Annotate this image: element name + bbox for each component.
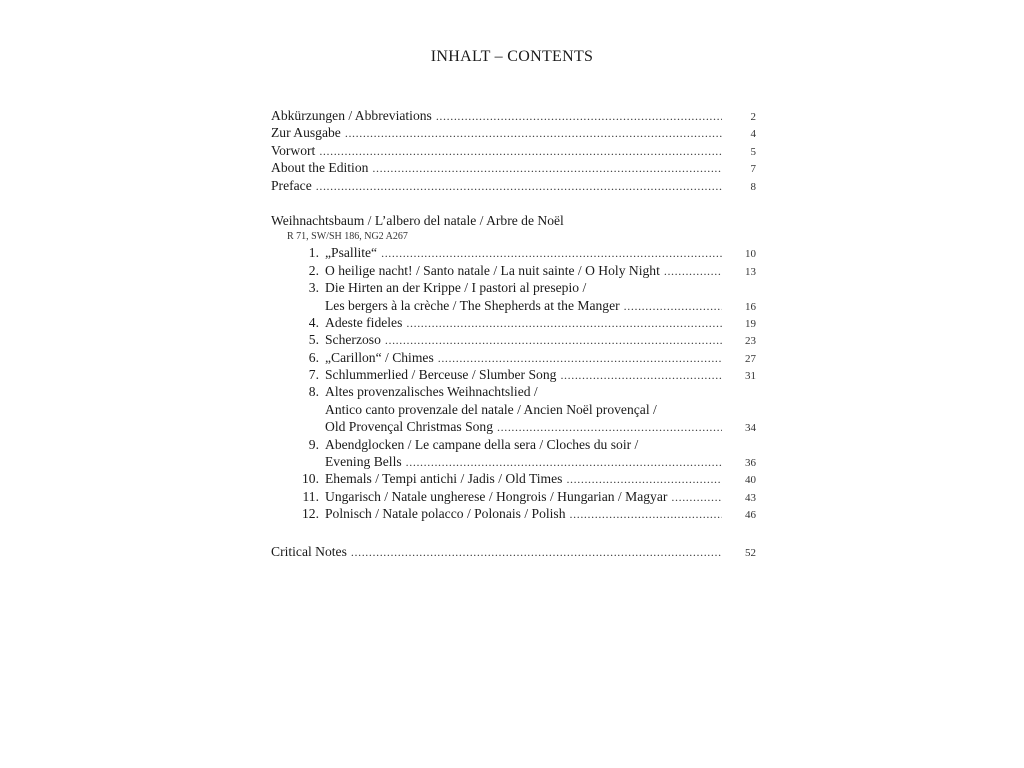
toc-entry[interactable] — [271, 159, 756, 176]
toc-entry[interactable] — [271, 107, 756, 124]
piece-title-line: Schlummerlied / Berceuse / Slumber Song — [325, 367, 557, 383]
piece-number: 1. — [308, 245, 319, 261]
toc-piece-continuation[interactable] — [271, 401, 756, 418]
dot-leader — [345, 125, 722, 142]
piece-title-line: O heilige nacht! / Santo natale / La nuit sainte / O Holy Night — [325, 262, 660, 278]
dot-leader — [319, 143, 722, 160]
toc-piece-continuation[interactable] — [271, 453, 756, 470]
toc-entry[interactable] — [271, 177, 756, 194]
toc-entry-label: Vorwort — [271, 142, 316, 158]
toc-piece-entry[interactable] — [271, 383, 756, 400]
toc-page-number: 36 — [745, 457, 756, 470]
piece-number: 5. — [308, 332, 319, 348]
back-matter-list — [271, 543, 756, 560]
dot-leader — [385, 332, 722, 349]
piece-title-line: Scherzoso — [325, 332, 381, 348]
toc-entry[interactable] — [271, 124, 756, 141]
piece-title-line: Ehemals / Tempi antichi / Jadis / Old Times — [325, 471, 563, 487]
toc-page-number: 19 — [745, 317, 756, 330]
piece-title-line: Abendglocken / Le campane della sera / Cloches du soir / — [325, 436, 639, 452]
toc-page-number: 27 — [745, 352, 756, 365]
dot-leader — [438, 350, 722, 367]
piece-number: 7. — [308, 367, 319, 383]
piece-number: 9. — [308, 436, 319, 452]
dot-leader — [624, 298, 722, 315]
toc-entry-label: Abkürzungen / Abbreviations — [271, 108, 432, 123]
piece-number: 4. — [308, 314, 319, 330]
toc-page-number: 16 — [745, 300, 756, 313]
toc-page-number: 5 — [750, 145, 756, 158]
toc-piece-entry[interactable] — [271, 436, 756, 453]
toc-entry-label: Zur Ausgabe — [271, 125, 341, 141]
toc-piece-entry[interactable] — [271, 314, 756, 331]
piece-title-line: Evening Bells — [325, 454, 402, 470]
dot-leader — [560, 367, 722, 384]
toc-page-number: 23 — [745, 335, 756, 348]
toc-piece-entry[interactable] — [271, 366, 756, 383]
toc-page-number: 43 — [745, 491, 756, 504]
piece-title-line: Old Provençal Christmas Song — [325, 419, 494, 435]
toc-page-number: 7 — [750, 163, 756, 176]
toc-piece-entry[interactable] — [271, 279, 756, 296]
piece-title-line: Adeste fideles — [325, 314, 403, 330]
piece-title-line: Antico canto provenzale del natale / Ancien Noël provençal / — [325, 401, 657, 417]
dot-leader — [351, 544, 722, 561]
toc-page-number: 52 — [745, 546, 756, 559]
toc-page-number: 34 — [745, 422, 756, 435]
piece-title-line: „Psallite“ — [325, 245, 378, 261]
piece-number: 10. — [302, 471, 319, 487]
page-title: INHALT – CONTENTS — [430, 48, 594, 65]
piece-number: 3. — [308, 280, 319, 296]
toc-entry-label: Preface — [271, 177, 312, 193]
table-of-contents — [271, 107, 756, 560]
dot-leader — [566, 471, 722, 488]
spacer — [271, 523, 756, 543]
toc-page-number: 4 — [750, 128, 756, 141]
dot-leader — [372, 160, 722, 177]
toc-page-number: 10 — [745, 248, 756, 261]
toc-entry[interactable] — [271, 142, 756, 159]
toc-entry-label: Critical Notes — [271, 543, 347, 559]
piece-number: 11. — [302, 488, 319, 504]
dot-leader — [316, 178, 722, 195]
toc-page-number: 13 — [745, 265, 756, 278]
piece-number: 2. — [308, 262, 319, 278]
dot-leader — [497, 419, 722, 436]
toc-entry[interactable] — [271, 543, 756, 560]
toc-entry-label: About the Edition — [271, 160, 369, 176]
front-matter-list — [271, 107, 756, 194]
toc-piece-continuation[interactable] — [271, 297, 756, 314]
toc-piece-entry[interactable] — [271, 505, 756, 522]
piece-title-line: „Carillon“ / Chimes — [325, 349, 434, 365]
section-title: Weihnachtsbaum / L’albero del natale / Arbre de Noël — [271, 212, 564, 228]
toc-piece-entry[interactable] — [271, 331, 756, 348]
toc-piece-entry[interactable] — [271, 244, 756, 261]
toc-page-number: 8 — [750, 180, 756, 193]
spacer — [271, 194, 756, 212]
toc-page-number: 40 — [745, 474, 756, 487]
piece-title-line: Les bergers à la crèche / The Shepherds at the Manger — [325, 297, 620, 313]
toc-piece-entry[interactable] — [271, 349, 756, 366]
piece-title-line: Altes provenzalisches Weihnachtslied / — [325, 384, 538, 400]
piece-number: 12. — [302, 506, 319, 522]
dot-leader — [664, 263, 722, 280]
toc-page-number: 31 — [745, 370, 756, 383]
toc-page-number: 2 — [750, 111, 756, 123]
piece-title-line: Die Hirten an der Krippe / I pastori al presepio / — [325, 280, 587, 296]
toc-piece-entry[interactable] — [271, 488, 756, 505]
piece-number: 8. — [308, 384, 319, 400]
toc-piece-entry[interactable] — [271, 470, 756, 487]
dot-leader — [406, 315, 722, 332]
piece-number: 6. — [308, 349, 319, 365]
dot-leader — [671, 489, 722, 506]
dot-leader — [436, 108, 722, 125]
dot-leader — [570, 506, 722, 523]
piece-title-line: Ungarisch / Natale ungherese / Hongrois / Hungarian / Magyar — [325, 488, 668, 504]
dot-leader — [381, 245, 722, 262]
piece-list — [271, 244, 756, 522]
toc-piece-continuation[interactable] — [271, 418, 756, 435]
piece-title-line: Polnisch / Natale polacco / Polonais / Polish — [325, 506, 566, 522]
dot-leader — [406, 454, 722, 471]
section-catalogue: R 71, SW/SH 186, NG2 A267 — [287, 231, 408, 243]
toc-piece-entry[interactable] — [271, 262, 756, 279]
toc-page-number: 46 — [745, 509, 756, 522]
